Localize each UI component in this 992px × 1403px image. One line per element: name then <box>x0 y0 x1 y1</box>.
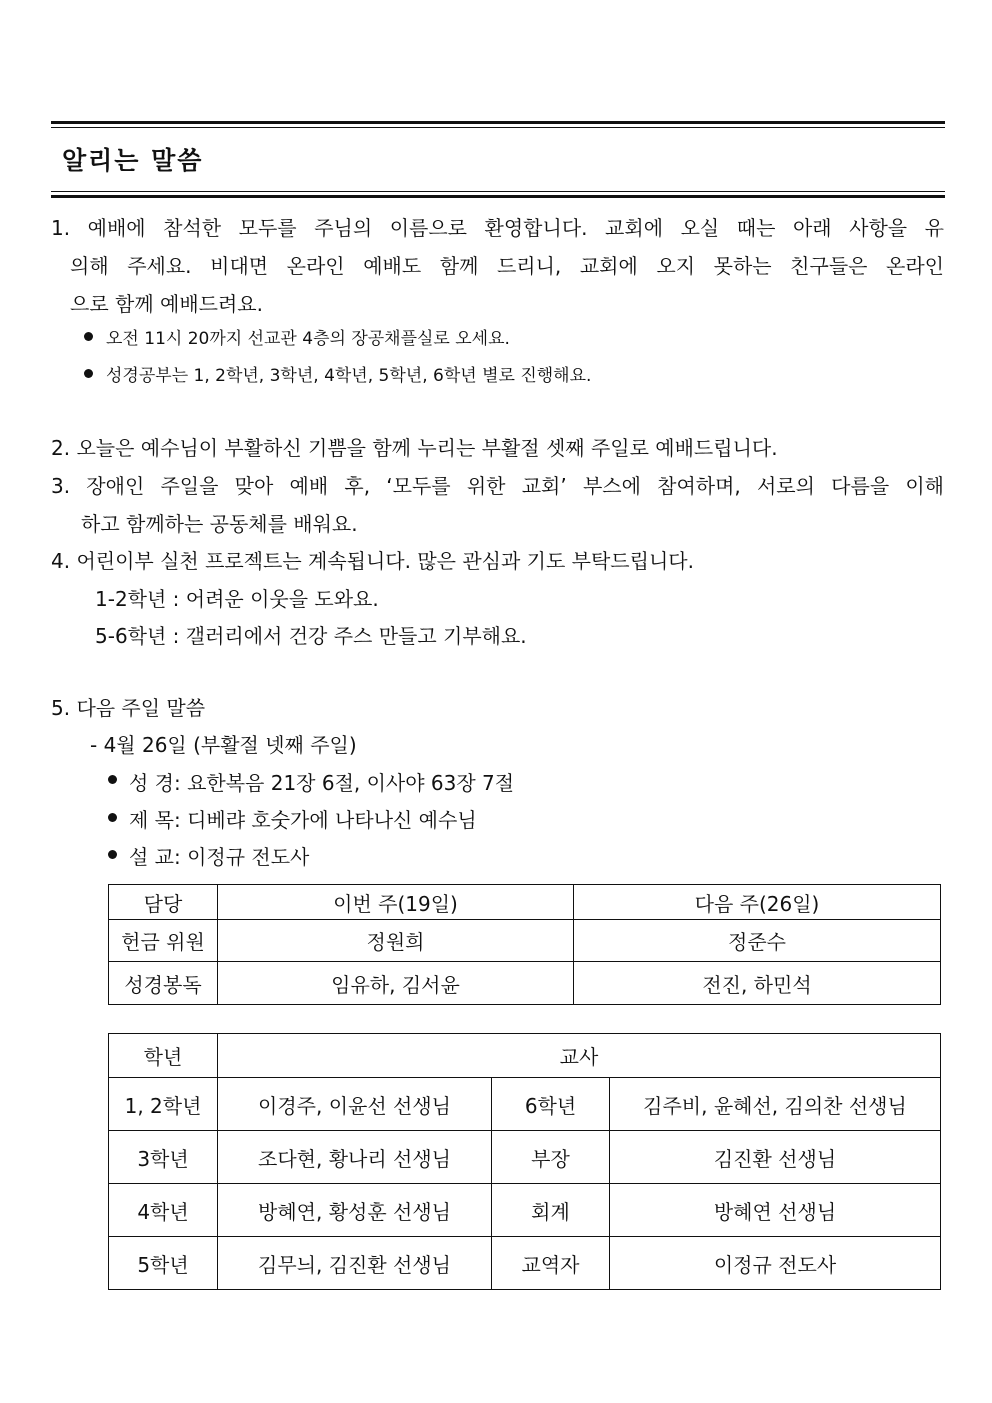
table-cell: 조다현, 황나리 선생님 <box>218 1131 492 1184</box>
table-cell: 부장 <box>492 1131 610 1184</box>
table-row <box>109 885 941 920</box>
bullet-icon <box>108 850 117 859</box>
item-1-line-3: 으로 함께 예배드려요. <box>70 292 263 316</box>
table-cell: 방혜연 선생님 <box>610 1184 941 1237</box>
item-1-bullet-2: 성경공부는 1, 2학년, 3학년, 4학년, 5학년, 6학년 별로 진행해요. <box>106 366 592 386</box>
table-cell: 김진환 선생님 <box>610 1131 941 1184</box>
table-cell: 3학년 <box>109 1131 218 1184</box>
item-5-bullet-2: 제 목: 디베랴 호숫가에 나타나신 예수님 <box>129 808 477 832</box>
item-5-bullet-1: 성 경: 요한복음 21장 6절, 이사야 63장 7절 <box>129 771 515 795</box>
item-3-line-1: 3. 장애인 주일을 맞아 예배 후, ‘모두를 위한 교회’ 부스에 참여하며, 서로의 다름을 이해 <box>51 474 944 498</box>
table-header-cell: 학년 <box>109 1034 218 1078</box>
item-5-bullet-3: 설 교: 이정규 전도사 <box>129 845 310 869</box>
table-cell: 정준수 <box>574 920 941 962</box>
item-4-sub-1: 1-2학년 : 어려운 이웃을 도와요. <box>95 587 379 611</box>
item-5-date: - 4월 26일 (부활절 넷째 주일) <box>90 733 357 757</box>
table-cell: 5학년 <box>109 1237 218 1290</box>
item-3-line-2: 하고 함께하는 공동체를 배워요. <box>81 512 358 536</box>
table-cell: 김주비, 윤혜선, 김의찬 선생님 <box>610 1078 941 1131</box>
table-cell: 정원희 <box>218 920 574 962</box>
table-header-cell: 이번 주(19일) <box>218 885 574 920</box>
table-cell: 김무늬, 김진환 선생님 <box>218 1237 492 1290</box>
table-cell: 회계 <box>492 1184 610 1237</box>
bullet-icon <box>84 332 93 341</box>
table-cell: 6학년 <box>492 1078 610 1131</box>
bullet-icon <box>108 775 117 784</box>
teacher-table <box>108 1033 941 1290</box>
table-row <box>109 1184 941 1237</box>
table-cell: 4학년 <box>109 1184 218 1237</box>
table-cell: 교역자 <box>492 1237 610 1290</box>
item-5-head: 5. 다음 주일 말씀 <box>51 696 206 720</box>
table-cell: 헌금 위원 <box>109 920 218 962</box>
duty-table <box>108 884 941 1005</box>
table-cell: 전진, 하민석 <box>574 962 941 1005</box>
table-cell: 방혜연, 황성훈 선생님 <box>218 1184 492 1237</box>
table-row <box>109 920 941 962</box>
table-row <box>109 1131 941 1184</box>
item-1-line-2: 의해 주세요. 비대면 온라인 예배도 함께 드리니, 교회에 오지 못하는 친구들은 온라인 <box>70 254 944 278</box>
table-header-cell: 교사 <box>218 1034 941 1078</box>
page-title: 알리는 말씀 <box>62 146 204 175</box>
table-row <box>109 1034 941 1078</box>
table-row <box>109 1078 941 1131</box>
table-cell: 성경봉독 <box>109 962 218 1005</box>
item-1-bullet-1: 오전 11시 20까지 선교관 4층의 장공채플실로 오세요. <box>106 329 510 349</box>
table-row <box>109 962 941 1005</box>
table-cell: 1, 2학년 <box>109 1078 218 1131</box>
table-header-cell: 담당 <box>109 885 218 920</box>
item-1-line-1: 1. 예배에 참석한 모두를 주님의 이름으로 환영합니다. 교회에 오실 때는 아래 사항을 유 <box>51 216 944 240</box>
table-header-cell: 다음 주(26일) <box>574 885 941 920</box>
header-rule-top <box>51 121 945 128</box>
item-2: 2. 오늘은 예수님이 부활하신 기쁨을 함께 누리는 부활절 셋째 주일로 예배드립니다. <box>51 436 778 460</box>
header-rule-bottom <box>51 191 945 198</box>
bullet-icon <box>108 813 117 822</box>
table-cell: 임유하, 김서윤 <box>218 962 574 1005</box>
item-4-sub-2: 5-6학년 : 갤러리에서 건강 주스 만들고 기부해요. <box>95 624 527 648</box>
table-row <box>109 1237 941 1290</box>
item-4-line-1: 4. 어린이부 실천 프로젝트는 계속됩니다. 많은 관심과 기도 부탁드립니다. <box>51 549 694 573</box>
table-cell: 이정규 전도사 <box>610 1237 941 1290</box>
table-cell: 이경주, 이윤선 선생님 <box>218 1078 492 1131</box>
bullet-icon <box>84 369 93 378</box>
